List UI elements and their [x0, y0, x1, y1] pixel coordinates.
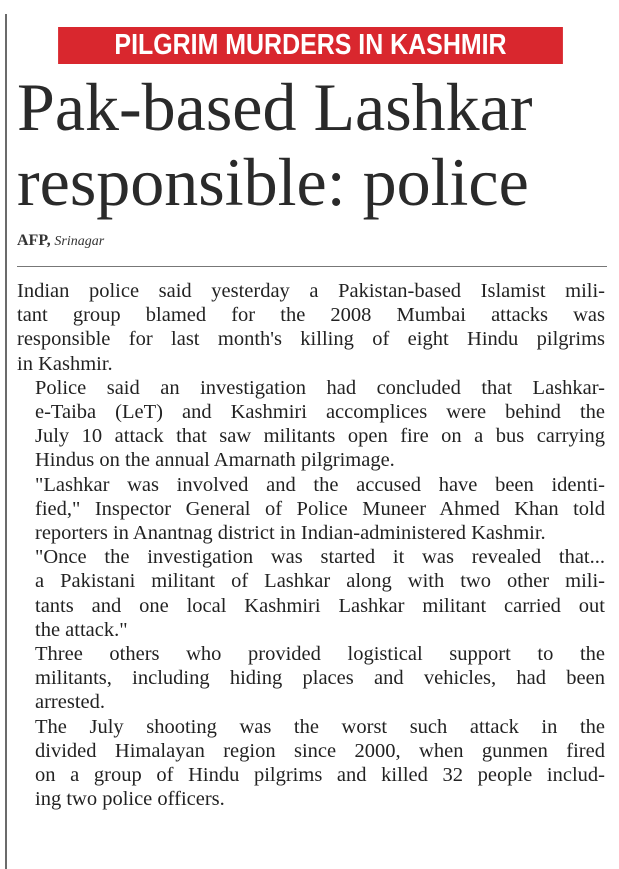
text-line: "Once the investigation was started it was revealed that...: [35, 546, 605, 569]
text-line: the attack.": [35, 618, 128, 641]
text-line: "Lashkar was involved and the accused have been identi-: [35, 473, 605, 496]
byline-place: Srinagar: [54, 234, 105, 249]
byline: [17, 232, 104, 250]
column-rule: [5, 14, 7, 869]
text-line: tant group blamed for the 2008 Mumbai attacks was: [17, 304, 605, 327]
headline: [17, 70, 617, 220]
text-line: ing two police officers.: [35, 788, 225, 811]
text-line: Hindus on the annual Amarnath pilgrimage.: [35, 449, 395, 472]
section-kicker: PILGRIM MURDERS IN KASHMIR: [58, 27, 563, 64]
text-line: July 10 attack that saw militants open fire on a bus carrying: [35, 425, 605, 448]
article-body: [17, 279, 605, 811]
text-line: militants, including hiding places and vehicles, had been: [35, 667, 605, 690]
byline-divider: [17, 266, 607, 267]
text-line: in Kashmir.: [17, 352, 113, 375]
byline-agency: AFP,: [17, 232, 51, 249]
text-line: e-Taiba (LeT) and Kashmiri accomplices were behind the: [35, 401, 605, 424]
text-line: divided Himalayan region since 2000, when gunmen fired: [35, 739, 605, 762]
headline-line: Pak-based Lashkar: [17, 69, 533, 145]
text-line: reporters in Anantnag district in Indian-administered Kashmir.: [35, 522, 546, 545]
text-line: The July shooting was the worst such attack in the: [35, 715, 605, 738]
article-paragraph: [17, 473, 605, 546]
text-line: fied," Inspector General of Police Muneer Ahmed Khan told: [35, 497, 605, 520]
article-paragraph: [17, 279, 605, 376]
text-line: Three others who provided logistical support to the: [35, 643, 605, 666]
text-line: on a group of Hindu pilgrims and killed 32 people includ-: [35, 764, 605, 787]
text-line: a Pakistani militant of Lashkar along with two other mili-: [35, 570, 605, 593]
article-paragraph: [17, 642, 605, 715]
headline-line: responsible: police: [17, 144, 529, 220]
text-line: arrested.: [35, 691, 105, 714]
article-paragraph: [17, 715, 605, 812]
text-line: Indian police said yesterday a Pakistan-based Islamist mili-: [17, 280, 605, 302]
text-line: responsible for last month's killing of eight Hindu pilgrims: [17, 328, 605, 351]
text-line: Police said an investigation had concluded that Lashkar-: [35, 376, 605, 399]
article-paragraph: [17, 545, 605, 642]
article-paragraph: [17, 376, 605, 473]
text-line: tants and one local Kashmiri Lashkar militant carried out: [35, 594, 605, 617]
